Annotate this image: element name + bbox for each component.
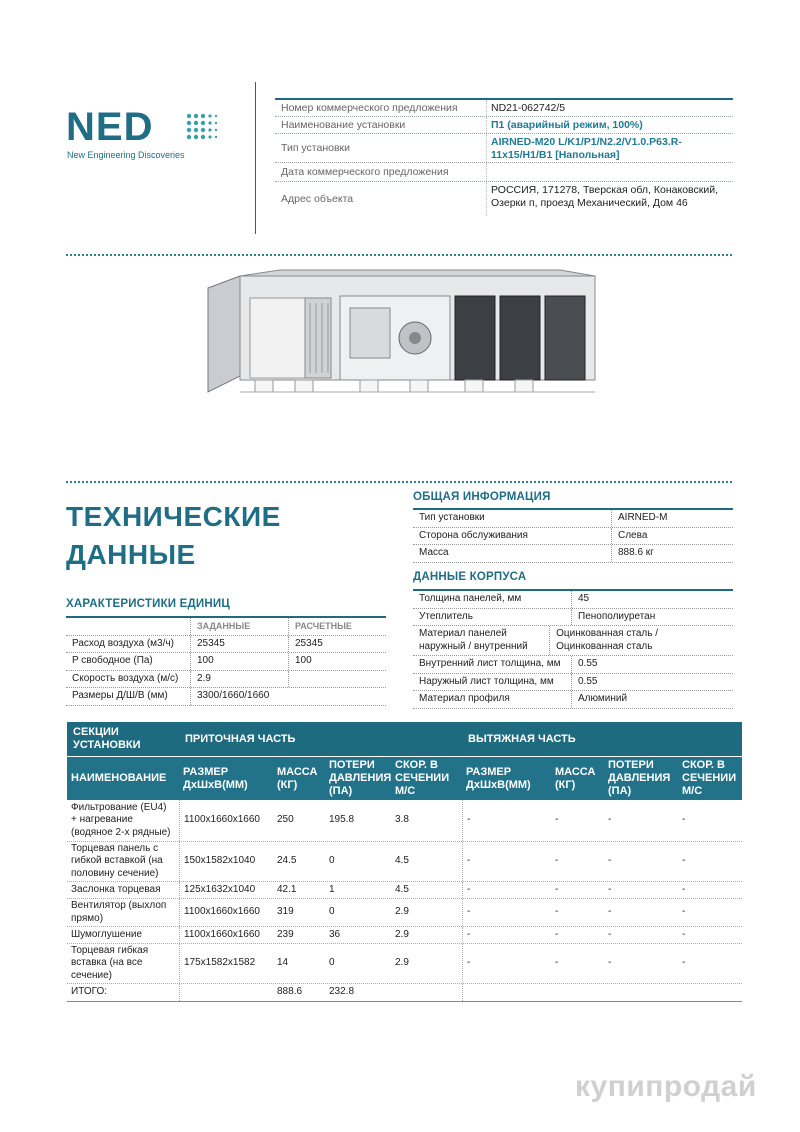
logo-brand: NED bbox=[66, 105, 154, 149]
housing-data-title: ДАННЫЕ КОРПУСА bbox=[413, 571, 527, 583]
unit-name-row: Наименование установки П1 (аварийный режим, 100%) bbox=[275, 117, 733, 134]
air-handling-unit-image bbox=[200, 268, 600, 428]
table-row: Торцевая панель с гибкой вставкой (на половину сечение) 150x1582x1040 24.5 0 4.5 - - - - bbox=[67, 842, 742, 882]
watermark: купипродай bbox=[575, 1070, 757, 1103]
general-info-title: ОБЩАЯ ИНФОРМАЦИЯ bbox=[413, 491, 551, 503]
table-row: Масса 888.6 кг bbox=[413, 545, 733, 563]
table-row: Торцевая гибкая вставка (на все сечение) 175x1582x1582 14 0 2.9 - - - - bbox=[67, 944, 742, 984]
logo-dots-icon bbox=[185, 112, 221, 144]
logo bbox=[66, 106, 246, 164]
table-row: Шумоглушение 1100x1660x1660 239 36 2.9 - - - - bbox=[67, 927, 742, 944]
address-row: Адрес объекта РОССИЯ, 171278, Тверская обл, Конаковский, Озерки п, проезд Механический, Дом 46 bbox=[275, 182, 733, 216]
table-row: Размеры Д/Ш/В (мм) 3300/1660/1660 bbox=[66, 688, 386, 706]
table-row: Утеплитель Пенополиуретан bbox=[413, 609, 733, 627]
divider-middle bbox=[66, 481, 732, 483]
table-row: Заслонка торцевая 125x1632x1040 42.1 1 4.5 - - - - bbox=[67, 882, 742, 899]
table-row: Материал панелей наружный / внутренний Оцинкованная сталь / Оцинкованная сталь bbox=[413, 626, 733, 656]
general-info-table bbox=[413, 508, 733, 563]
sections-band: СЕКЦИИ УСТАНОВКИ ПРИТОЧНАЯ ЧАСТЬ ВЫТЯЖНАЯ ЧАСТЬ bbox=[67, 722, 742, 756]
table-row: Материал профиля Алюминий bbox=[413, 691, 733, 709]
unit-specs-table bbox=[66, 616, 386, 706]
table-header: ЗАДАННЫЕ РАСЧЕТНЫЕ bbox=[66, 618, 386, 636]
table-row: Сторона обслуживания Слева bbox=[413, 528, 733, 546]
table-row: Расход воздуха (м3/ч) 25345 25345 bbox=[66, 636, 386, 654]
header-divider bbox=[255, 82, 256, 234]
sections-table bbox=[67, 722, 742, 1002]
table-row: P свободное (Па) 100 100 bbox=[66, 653, 386, 671]
table-row: Внутренний лист толщина, мм 0.55 bbox=[413, 656, 733, 674]
table-row: Тип установки AIRNED-M bbox=[413, 510, 733, 528]
offer-date-row: Дата коммерческого предложения bbox=[275, 163, 733, 182]
unit-type-row: Тип установки AIRNED-M20 L/K1/P1/N2.2/V1.0.P63.R-11x15/H1/B1 [Напольная] bbox=[275, 134, 733, 163]
logo-tagline: New Engineering Discoveries bbox=[67, 150, 185, 160]
page-title: ТЕХНИЧЕСКИЕ ДАННЫЕ bbox=[66, 501, 281, 570]
table-row: Фильтрование (EU4) + нагревание (водяное 2-х рядные) 1100x1660x1660 250 195.8 3.8 - - - - bbox=[67, 800, 742, 842]
table-row: Вентилятор (выхлоп прямо) 1100x1660x1660 319 0 2.9 - - - - bbox=[67, 899, 742, 927]
housing-data-table bbox=[413, 589, 733, 709]
divider-top bbox=[66, 254, 732, 256]
table-row: Толщина панелей, мм 45 bbox=[413, 591, 733, 609]
offer-info-table bbox=[275, 98, 733, 216]
table-row: Наружный лист толщина, мм 0.55 bbox=[413, 674, 733, 692]
unit-specs-title: ХАРАКТЕРИСТИКИ ЕДИНИЦ bbox=[66, 598, 230, 610]
table-row: Скорость воздуха (м/с) 2.9 bbox=[66, 671, 386, 689]
offer-number-row: Номер коммерческого предложения ND21-062742/5 bbox=[275, 100, 733, 117]
sections-columns-header: НАИМЕНОВАНИЕ РАЗМЕР ДхШхВ(ММ) МАССА (КГ) ПОТЕРИ ДАВЛЕНИЯ (ПА) СКОР. В СЕЧЕНИИ М/С РАЗМЕР ДхШхВ(ММ) МАССА (КГ) ПОТЕРИ ДАВЛЕНИЯ (ПА) СКОР. В СЕЧЕНИИ М/С bbox=[67, 756, 742, 800]
totals-row: ИТОГО: 888.6 232.8 bbox=[67, 984, 742, 1002]
